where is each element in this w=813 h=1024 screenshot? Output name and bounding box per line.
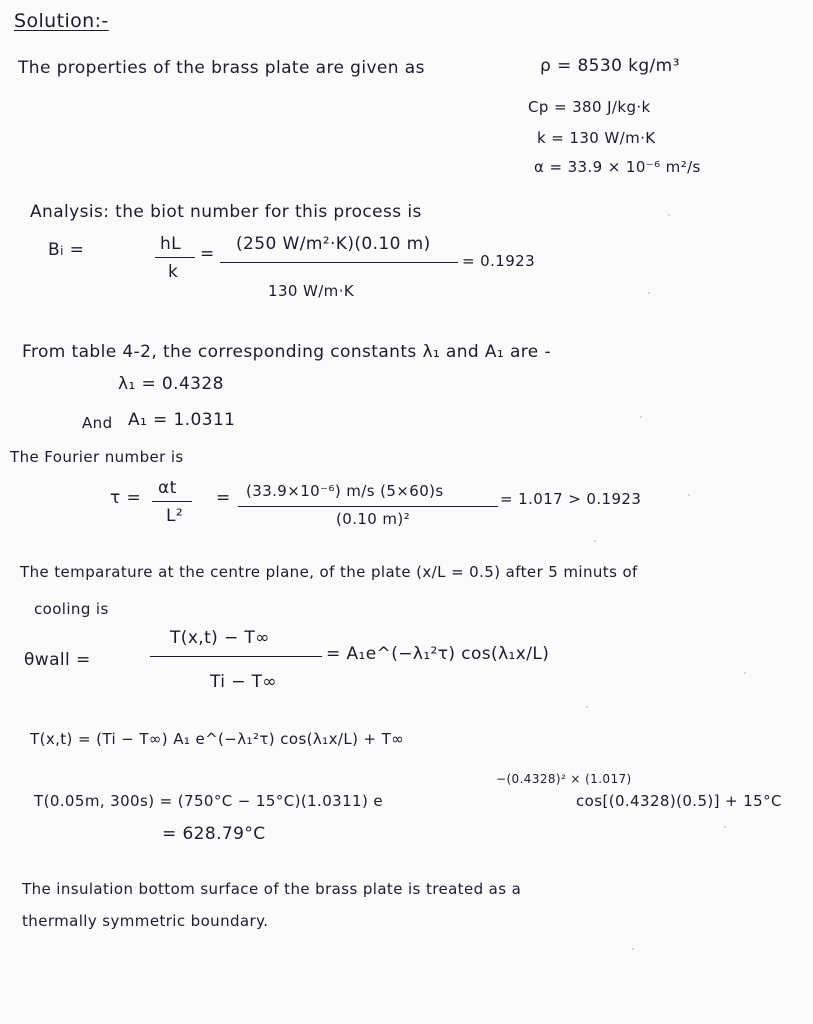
paper-speck [586,706,588,708]
paper-speck [594,540,596,542]
paper-speck [648,292,650,294]
density-value: ρ = 8530 kg/m³ [540,56,680,76]
fourier-lhs-fraction-bar [152,501,192,502]
biot-numerator: (250 W/m²·K)(0.10 m) [236,234,431,254]
fourier-result: = 1.017 > 0.1923 [500,490,642,508]
table-intro: From table 4-2, the corresponding constants λ₁ and A₁ are - [22,342,551,362]
theta-denominator: Ti − T∞ [210,672,277,692]
specific-heat-value: Cp = 380 J/kg·k [528,98,651,116]
biot-lhs-fraction-bar [155,257,195,258]
theta-fraction-bar [150,656,322,657]
theta-numerator: T(x,t) − T∞ [170,628,270,648]
biot-fraction-bar [220,262,458,263]
and-label: And [82,414,113,432]
temperature-result: = 628.79°C [162,824,266,844]
paper-speck [724,826,726,828]
diffusivity-value: α = 33.9 × 10⁻⁶ m²/s [534,158,701,176]
biot-symbol: Bi = [48,240,85,260]
paper-speck [668,214,670,216]
temperature-exponent: −(0.4328)² × (1.017) [496,772,632,786]
fourier-lhs: τ = [110,488,142,508]
biot-denominator: 130 W/m·K [268,282,355,300]
theta-rhs: = A₁e^(−λ₁²τ) cos(λ₁x/L) [326,644,550,664]
biot-lhs-numerator: hL [160,234,182,254]
fourier-fraction-bar [238,506,498,507]
fourier-denominator: (0.10 m)² [336,510,411,528]
conclusion-line-2: thermally symmetric boundary. [22,912,269,930]
fourier-lhs-numerator: αt [158,478,177,498]
paper-speck [688,494,690,496]
properties-intro: The properties of the brass plate are given as [18,58,425,78]
fourier-equals: = [216,488,231,508]
temperature-substitution: T(0.05m, 300s) = (750°C − 15°C)(1.0311) e [34,792,384,810]
biot-equals: = [200,244,215,264]
paper-speck [632,948,634,950]
conclusion-line-1: The insulation bottom surface of the brass plate is treated as a [22,880,522,898]
temperature-intro-2: cooling is [34,600,109,618]
temperature-cosine: cos[(0.4328)(0.5)] + 15°C [576,792,782,810]
paper-speck [640,416,642,418]
temperature-intro: The temparature at the centre plane, of the plate (x/L = 0.5) after 5 minuts of [20,563,638,581]
conductivity-value: k = 130 W/m·K [537,129,656,147]
paper-speck [744,672,746,674]
theta-wall-symbol: θwall = [24,650,91,670]
analysis-intro: Analysis: the biot number for this process is [30,202,422,222]
temperature-equation: T(x,t) = (Ti − T∞) A₁ e^(−λ₁²τ) cos(λ₁x/L) + T∞ [30,730,405,748]
lambda-value: λ₁ = 0.4328 [118,374,224,394]
solution-heading: Solution:- [14,10,109,32]
fourier-intro: The Fourier number is [10,448,184,466]
biot-result: = 0.1923 [462,252,536,270]
biot-lhs-denominator: k [168,262,179,282]
fourier-numerator: (33.9×10⁻⁶) m/s (5×60)s [246,482,444,500]
a1-value: A₁ = 1.0311 [128,410,236,430]
fourier-lhs-denominator: L² [166,506,184,526]
